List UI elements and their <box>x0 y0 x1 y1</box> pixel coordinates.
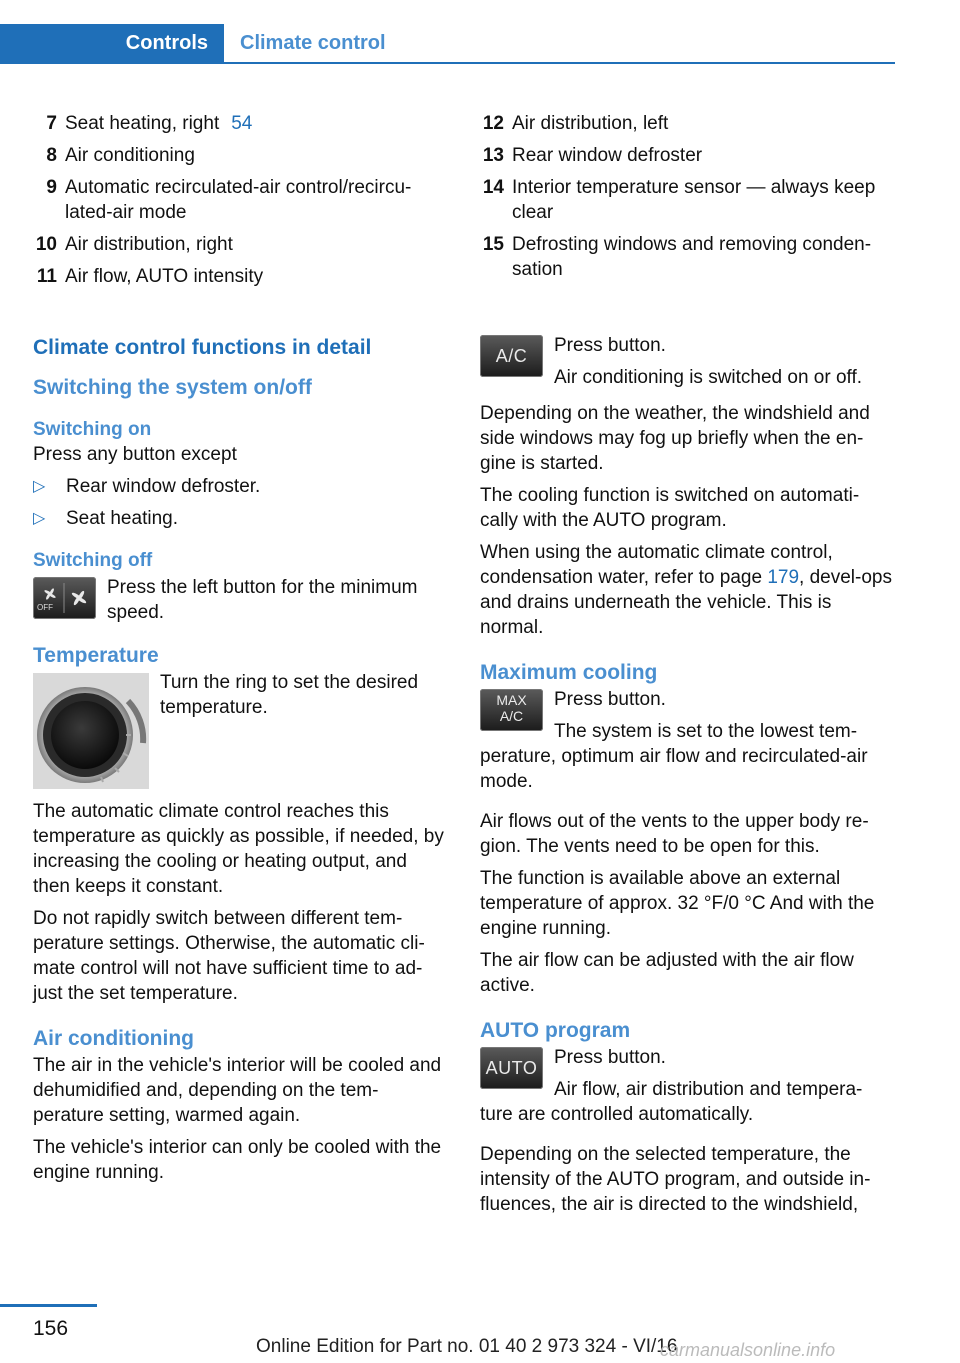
legend-list-right <box>480 111 895 282</box>
page-ref-link[interactable]: 54 <box>231 113 253 134</box>
right-column <box>480 111 895 1224</box>
legend-text: Defrosting windows and removing conden-sation <box>512 234 872 280</box>
text-condensation <box>480 540 895 640</box>
bullet-item <box>33 474 448 499</box>
fan-off-button-icon <box>33 577 96 619</box>
text-max-set: The system is set to the lowest tem-perature, optimum air flow and recirculated-air mode. <box>480 721 868 792</box>
text-press-any: Press any button except <box>33 444 237 465</box>
button-max-line2: A/C <box>499 708 524 724</box>
legend-text: Air distribution, left <box>512 113 669 134</box>
legend-text: Air flow, AUTO intensity <box>65 266 264 287</box>
legend-item-10 <box>33 232 448 257</box>
legend-text: Interior temperature sensor — always keep clear <box>512 177 876 223</box>
text-max-press: Press button. <box>554 689 666 710</box>
legend-number: 8 <box>46 145 57 166</box>
legend-text: Air conditioning <box>65 145 195 166</box>
text-temp-1: The automatic climate control reaches this temperature as quickly as possible, if needed, by increasing the cooling or heating output, and then keeps it constant. <box>33 801 444 897</box>
legend-number: 14 <box>482 177 504 198</box>
heading-switching-on: Switching on <box>33 419 152 440</box>
heading-switching-off: Switching off <box>33 550 153 571</box>
legend-number: 12 <box>482 113 504 134</box>
legend-number: 15 <box>482 234 504 255</box>
legend-item-11 <box>33 264 448 289</box>
auto-button-icon <box>480 1047 543 1089</box>
button-max-line1: MAX <box>496 692 527 708</box>
legend-item-7 <box>33 111 448 136</box>
bullet-item <box>33 506 448 531</box>
bullet-text: Seat heating. <box>66 508 178 529</box>
page-number: 156 <box>33 1317 69 1340</box>
legend-text: Air distribution, right <box>65 234 233 255</box>
bullet-text: Rear window defroster. <box>66 476 261 497</box>
page-ref-link[interactable]: 179 <box>767 567 800 588</box>
temperature-knob-icon <box>33 673 149 789</box>
legend-number: 7 <box>46 113 57 134</box>
button-max-label <box>480 692 543 724</box>
max-ac-button-icon <box>480 689 543 731</box>
legend-item-13 <box>480 143 895 168</box>
text-max-available: The function is available above an external temperature of approx. 32 °F/0 °C And with the engine running. <box>480 868 875 939</box>
text-temp-ring: Turn the ring to set the desired temperature. <box>160 672 419 718</box>
text-condensation-a: When using the automatic climate control, condensation water, refer to page <box>480 542 833 588</box>
text-fog: Depending on the weather, the windshield and side windows may fog up briefly when the en-gine is started. <box>480 403 870 474</box>
text-cooling: The cooling function is switched on automati-cally with the AUTO program. <box>480 485 860 531</box>
text-auto-controlled: Air flow, air distribution and tempera-ture are controlled automatically. <box>480 1079 863 1125</box>
button-auto-label: AUTO <box>485 1058 538 1078</box>
text-aircon-2: The vehicle's interior can only be cooled with the engine running. <box>33 1137 442 1183</box>
legend-text: Automatic recirculated-air control/recircu-lated-air mode <box>65 177 412 223</box>
text-auto-depending: Depending on the selected temperature, the intensity of the AUTO program, and outside in-fluences, the air is directed to the windshield, <box>480 1144 871 1215</box>
text-condensation-b: , devel-ops and drains underneath the vehicle. This is normal. <box>480 567 892 638</box>
triangle-bullet-icon: ▷ <box>33 510 46 527</box>
legend-text: Seat heating, right <box>65 113 220 134</box>
text-ac-press: Press button. <box>554 335 666 356</box>
text-ac-onoff: Air conditioning is switched on or off. <box>554 367 863 388</box>
text-auto-press: Press button. <box>554 1047 666 1068</box>
ac-button-icon <box>480 335 543 377</box>
legend-item-15 <box>480 232 895 282</box>
left-column <box>33 111 448 1192</box>
text-switch-off: Press the left button for the minimum speed. <box>107 577 418 623</box>
tab-climate-control[interactable]: Climate control <box>240 32 386 54</box>
text-aircon-1: The air in the vehicle's interior will be cooled and dehumidified and, depending on the tem-perature setting, warmed again. <box>33 1055 442 1126</box>
text-max-adjust: The air flow can be adjusted with the air flow active. <box>480 950 854 996</box>
heading-auto-program: AUTO program <box>480 1019 631 1042</box>
button-off-label: OFF <box>37 603 53 612</box>
edition-note: Online Edition for Part no. 01 40 2 973 324 - VI/16 <box>256 1336 678 1357</box>
watermark: carmanualsonline.info <box>660 1340 836 1360</box>
bullet-list <box>33 474 448 531</box>
heading-temperature: Temperature <box>33 644 159 667</box>
tab-controls[interactable]: Controls <box>0 24 224 62</box>
legend-number: 9 <box>46 177 57 198</box>
heading-switching: Switching the system on/off <box>33 376 312 399</box>
legend-item-9 <box>33 175 448 225</box>
heading-functions-detail: Climate control functions in detail <box>33 336 372 359</box>
header-tabbar <box>0 24 895 64</box>
button-ac-label: A/C <box>495 346 528 366</box>
legend-item-12 <box>480 111 895 136</box>
heading-air-conditioning: Air conditioning <box>33 1027 194 1050</box>
footer-divider <box>0 1304 97 1307</box>
triangle-bullet-icon: ▷ <box>33 478 46 495</box>
legend-item-14 <box>480 175 895 225</box>
legend-number: 11 <box>36 266 57 287</box>
legend-item-8 <box>33 143 448 168</box>
text-max-flow: Air flows out of the vents to the upper body re-gion. The vents need to be open for this. <box>480 811 869 857</box>
legend-list-left <box>33 111 448 289</box>
legend-number: 10 <box>35 234 57 255</box>
heading-maximum-cooling: Maximum cooling <box>480 661 658 684</box>
legend-number: 13 <box>482 145 504 166</box>
text-temp-2: Do not rapidly switch between different tem-perature settings. Otherwise, the automatic cli-mate control will not have sufficient time to ad-just the set temperature. <box>33 908 425 1004</box>
legend-text: Rear window defroster <box>512 145 703 166</box>
